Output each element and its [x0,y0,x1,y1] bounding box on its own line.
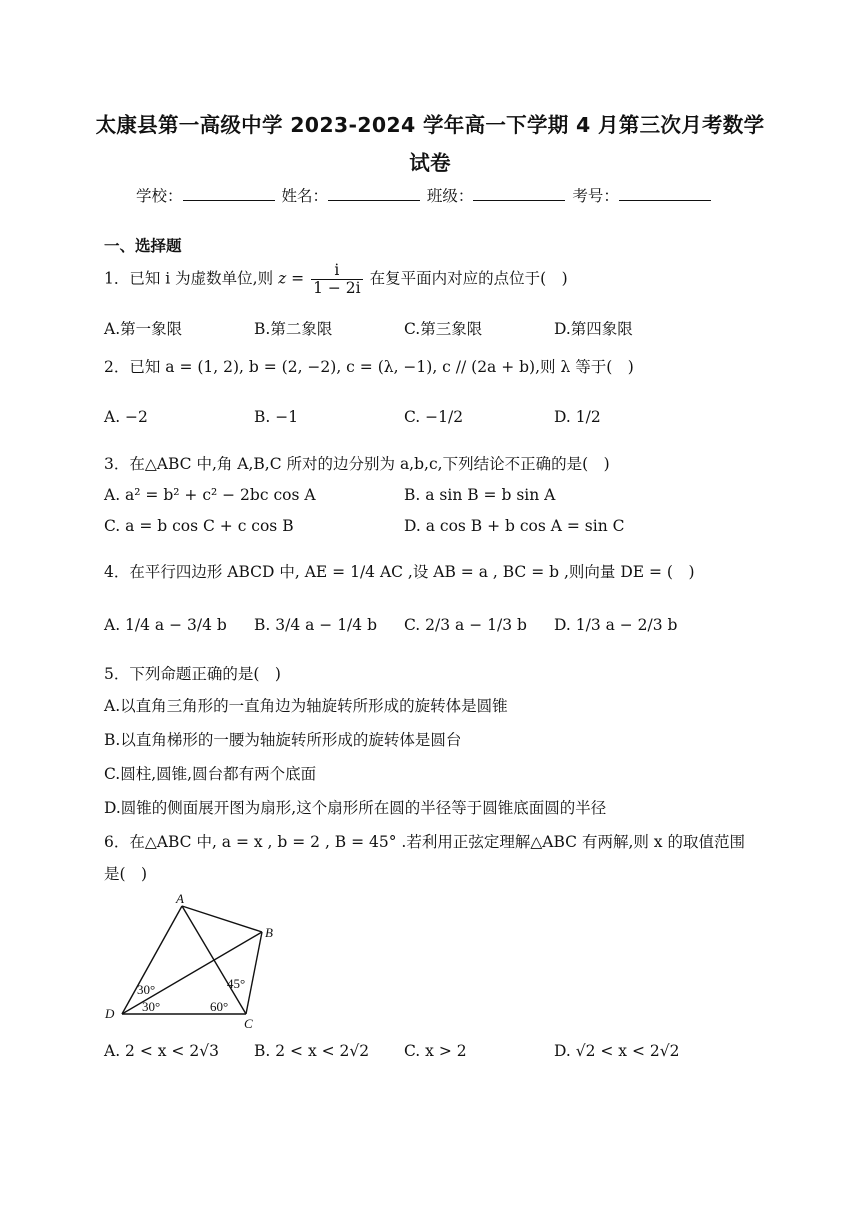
q3-option-c: C. a = b cos C + c cos B [104,517,294,535]
document-title-line1: 太康县第一高级中学 2023-2024 学年高一下学期 4 月第三次月考数学 [95,113,765,137]
q5-option-b: B.以直角梯形的一腰为轴旋转所形成的旋转体是圆台 [104,731,462,749]
q4-option-b: B. 3/4 a − 1/4 b [254,616,377,634]
angle-45: 45° [227,976,246,991]
angle-30-lower: 30° [142,999,161,1014]
q6-option-a: A. 2 < x < 2√3 [104,1042,219,1060]
q2-option-a: A. −2 [104,408,148,426]
q1-z: z = [278,269,305,288]
q2-option-d: D. 1/2 [554,408,601,426]
q2-option-b: B. −1 [254,408,299,426]
label-a: A [176,891,184,906]
q1-option-d: D.第四象限 [554,320,633,338]
q6-option-c: C. x > 2 [404,1042,467,1060]
section-heading: 一、选择题 [104,237,182,255]
edge-da [122,906,182,1014]
label-c: C [244,1016,253,1030]
id-field[interactable] [619,186,711,201]
question-6-line1: 6．在△ABC 中, a = x , b = 2 , B = 45° .若利用正弦定理解△ABC 有两解,则 x 的取值范围 [104,833,745,851]
q1-option-c: C.第三象限 [404,320,483,338]
edge-ab [182,906,262,932]
q1-post: 在复平面内对应的点位于( ) [369,269,568,288]
q1-option-b: B.第二象限 [254,320,333,338]
question-4: 4．在平行四边形 ABCD 中, AE = 1/4 AC ,设 AB = a , BC = b ,则向量 DE = ( ) [104,563,695,581]
q1-frac-num: i [311,262,363,280]
angle-30-upper: 30° [137,982,156,997]
q1-fraction [311,262,363,297]
label-b: B [265,925,273,940]
id-label: 考号： [572,187,619,205]
question-5: 5．下列命题正确的是( ) [104,665,281,683]
edge-bc [246,932,262,1014]
angle-60: 60° [210,999,229,1014]
q4-option-a: A. 1/4 a − 3/4 b [104,616,227,634]
q3-option-a: A. a² = b² + c² − 2bc cos A [104,486,316,504]
name-field[interactable] [328,186,420,201]
question-1 [104,262,568,297]
q4-option-d: D. 1/3 a − 2/3 b [554,616,678,634]
q3-option-b: B. a sin B = b sin A [404,486,556,504]
q6-option-d: D. √2 < x < 2√2 [554,1042,680,1060]
q1-option-a: A.第一象限 [104,320,183,338]
q1-pre: 已知 i 为虚数单位,则 [129,269,274,288]
school-label: 学校： [136,187,183,205]
q4-option-c: C. 2/3 a − 1/3 b [404,616,527,634]
question-3: 3．在△ABC 中,角 A,B,C 所对的边分别为 a,b,c,下列结论不正确的是( ) [104,455,610,473]
school-field[interactable] [183,186,275,201]
q5-option-c: C.圆柱,圆锥,圆台都有两个底面 [104,765,317,783]
question-6-line2: 是( ) [104,865,148,883]
diagonal-ac [182,906,246,1014]
document-title-line2: 试卷 [409,151,451,175]
label-d: D [105,1006,115,1021]
question-2: 2．已知 a = (1, 2), b = (2, −2), c = (λ, −1), c // (2a + b),则 λ 等于( ) [104,358,634,376]
class-field[interactable] [473,186,565,201]
q1-frac-den: 1 − 2i [313,279,361,298]
class-label: 班级： [426,187,474,205]
q3-option-d: D. a cos B + b cos A = sin C [404,517,625,535]
geometry-figure [100,890,300,1030]
info-line [136,184,713,206]
name-label: 姓名： [281,187,328,205]
q1-number: 1． [104,269,130,288]
q5-option-a: A.以直角三角形的一直角边为轴旋转所形成的旋转体是圆锥 [104,697,508,715]
q5-option-d: D.圆锥的侧面展开图为扇形,这个扇形所在圆的半径等于圆锥底面圆的半径 [104,799,607,817]
q2-option-c: C. −1/2 [404,408,464,426]
q6-option-b: B. 2 < x < 2√2 [254,1042,370,1060]
